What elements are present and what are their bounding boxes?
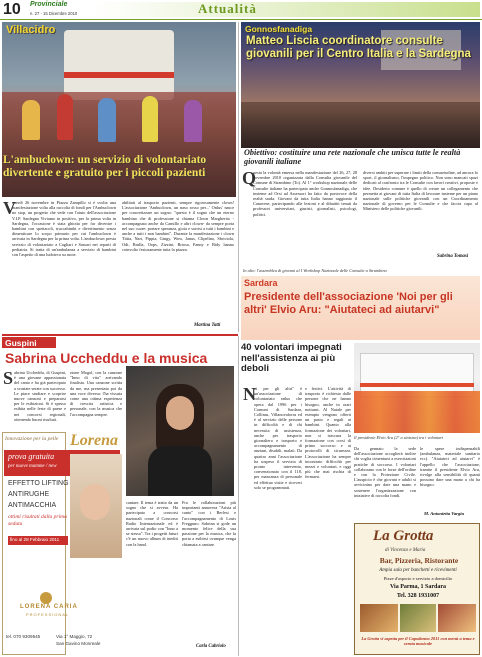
header-rule	[0, 19, 482, 20]
ad-lorena-logo	[40, 592, 52, 604]
sardara-col-4: le spese indispensabili (ambulanza, materiale sanitario ecc). "Aiutateci ad aiutarvi" è l'appello che l'associazione, tramite il presidente Elvio Aru, rivolge alla sensibilità di quanti possono dare una mano a chi ha bisogno.	[420, 446, 480, 488]
sardara-col-3: Da gennaio la sede dell'associazione accoglierà inoltre chi voglia cimentarsi a esercitazioni pratiche di soccorso. I volontari collaborano con le forze dell'ordine e con la Protezione Civile. L'auspicio è che giovani e adulti si avvicinino per dare una mano e sostenere l'organizzazione con iniziative di raccolta fondi.	[354, 446, 416, 498]
guspini-col-1: abrina Uccheddu, di Guspini, è una giovane appassionata del canto e ha già partecipato a svariate serate con successo. Le piace studiare e scoprire nuove canzoni e prepararsi per le esibizioni. Si è spesso esibita nelle feste di paese e nei concorsi regionali, ottenendo buoni risultati.	[14, 370, 66, 422]
page-header	[0, 0, 482, 22]
singer-body	[148, 446, 212, 496]
gonnos-col-1: uesta la volontà emersa nella manifestazione del 26, 27, 28 novembre 2010 organizzata dalla Consulta giovanile del Comune di Strambino (To). Al 1° workshop nazionale delle Consulte italiane ha partecipato anche Gonnosfanadiga, che insieme ad Orsi ad Assessori ha fatto da portavoce della realtà sarda. Giovani da tutta Italia hanno raggiunto il Canavese, partecipando alle lezioni e al dibattiti tenuti da professori universitari, giuristi, giornalisti, psicologi, politici.	[253, 170, 357, 217]
ad-lorena-city: San Gavino Monreale	[56, 641, 101, 646]
guspini-author: Carla Cabriolo	[196, 644, 226, 649]
clown-2	[57, 94, 73, 140]
header-bar	[92, 2, 480, 17]
column-divider	[238, 22, 239, 332]
sardara-caption: Il presidente Elvio Aru (2° a sinistra) tra i volontari	[354, 435, 444, 440]
gonnos-author: Sabrina Tomasi	[437, 254, 469, 259]
ad-lorena-promo-sub: per nuove mamme / new	[8, 464, 57, 469]
villacidro-col-2: abilitati al trasporto pazienti, sempre rigorosamente clown! L'associazione 'Ambuclown, un naso rosso per...' Onlus' nasce per concretizzare un sogno: "questo è il sogno che un eterno bambino che di professione si chiama Clown Margherito -accompagnato anche da Camillo e altri clown- da sempre porta nel suo cuore: portare speranza, gioia e sorrisi a tutti i bambini e anche a tutti i non bambini". Durante la manifestazione i clown Tittia, Nari, Pippia, Gingy, Wow, Janus, Clipelino, Sbriciola, Odi, Brulla, Oops, Zizzini, Briosa, Fanny e Bidy hanno coinvolto festosamente tutta la piazza.	[122, 200, 234, 252]
ad-lorena-brand: LORENA CARIA	[20, 604, 78, 610]
sardara-col-2: e festivi. L'attività di trasporto è richiesta dalle persone che ne hanno bisogno, anche in orari notturni. Al Natale per esempio vengono offerti un pasto e regali ai bambini. Quanto alla formazione dei volontari, non si trascura la formazione con corsi di primo soccorso e ai protocolli di sicurezza. L'associazione ha sempre incontrato difficoltà per mezzi e volontari, e oggi più che mai rischia di fermarsi.	[305, 386, 351, 480]
audience-shape	[241, 102, 480, 148]
page-number: 10	[3, 1, 21, 18]
gonnos-col-2: diversi ambiti per superare i limiti della consuetudine, ad ancora lo sport, il giornalismo, l'impegno politico. Non sono mancati spazi dedicati al confronto tra le Consulte con lavori creativi, proposte e idee. Desiderio comune è quello di creare un collegamento che permetta ai giovani di tutta Italia di lavorare insieme per un piano nazionale sulle politiche giovanili con un Coordinamento nazionale di governo per le Consulte e che faccia capo al Ministero delle politiche giovanili.	[363, 170, 478, 212]
villacidro-col-1: enerdì 26 novembre in Piazza Zampillo si è svolta una manifestazione volta alla raccolta di fondi per l'Ambuclown no stop, un progetto che vede con l'aiuto dell'associazione V.I.P. Sardegna Viviamo in positivo, per la prima volta in Sardegna, l'occasione è stata ghiotta per far divertire i bambini con spettacoli, truccabimbi e divertimento senza dimenticare lo scopo primario per cui l'ambuclown è arrivata in Sardegna per la prima volta. L'ambuclown presta servizio di volontariato a Cagliari e Sassari nei reparti di pediatria. Si tratta di un'ambulanza a servizio di bambini con l'aspetto di una ludoteca su ruote.	[12, 200, 116, 258]
ad-grotta-photo-2	[400, 604, 436, 632]
sardara-author: M. Antonietta Vargiu	[424, 511, 465, 516]
column-divider	[238, 336, 239, 656]
ad-lorena-name: Lorena	[70, 432, 118, 449]
clown-1	[22, 100, 40, 140]
section-title: Attualità	[198, 1, 257, 16]
villacidro-author: Martina Tatti	[194, 323, 221, 328]
guspini-kicker: Guspini	[5, 338, 37, 348]
ad-grotta-name: La Grotta	[373, 528, 434, 544]
sardara-title: Presidente dell'associazione 'Noi per gli altri' Elvio Aru: "Aiutateci ad aiutarvi"	[244, 291, 453, 316]
ad-lorena-results: ottimi risultati dalla prima seduta	[8, 514, 67, 527]
issue-info: n. 27 - 15 Dicembre 2010	[30, 11, 78, 16]
ambulance-shape	[64, 30, 174, 100]
ad-grotta-extra: Pizze d'asporto e servizio a domicilio	[383, 576, 453, 581]
drop-cap: S	[3, 368, 14, 388]
gonnos-body	[241, 170, 480, 266]
ad-grotta-offer: Ampia sala per banchetti e ricevimenti	[379, 568, 457, 573]
gonnos-kicker: Gonnosfanadiga	[245, 24, 313, 34]
ad-lorena-script: Innovazione per la pelle	[5, 436, 59, 442]
clown-4	[142, 96, 158, 142]
villacidro-title: L'ambuclown: un servizio di volontariato divertente e gratuito per i piccoli pazienti	[3, 154, 207, 179]
ad-lorena-address: Via 1° Maggio, 72	[56, 634, 93, 639]
ad-grotta-address: Via Parma, 1 Sardara	[389, 584, 447, 590]
volunteers-photo	[354, 343, 480, 433]
ambulance-stripe	[64, 72, 174, 78]
ad-lorena-item-2: ANTIRUGHE	[8, 491, 50, 498]
singer-photo	[126, 366, 234, 496]
guspini-col-2: zione Mogol, con la canzone "Inno di vita" arrivando finalista. Una canzone scritta da me, ma presentata poi da una voce diversa: l'ha vissuta come una ottima esperienza di crescita artistica e personale, con la musica che l'accompagna sempre.	[70, 370, 122, 417]
guspini-col-4: Fra le collaborazioni più importanti annovera "Arista al canto" con i Berlesi e l'accompagnamento di Louis Fregguno. Sabrina si gode un momento felice della sua passione per la musica, che la porta a esibirsi ovunque venga chiamata a cantare.	[182, 500, 236, 547]
guspini-title: Sabrina Uccheddu e la musica	[5, 350, 208, 366]
drop-cap: Q	[242, 168, 257, 188]
model-face	[80, 484, 110, 520]
ad-grotta-photo-1	[360, 604, 398, 632]
ad-lorena-model-photo	[70, 454, 122, 558]
gonnos-caption: In alto: l'assemblea di giovani al I Workshop Nazionale delle Consulte a Strambino	[243, 268, 387, 273]
gonnos-subtitle: Obiettivo: costituire una rete nazionale che unisca tutte le realtà giovanili italiane	[244, 148, 461, 166]
ad-grotta-promo: La Grotta vi aspetta per il Capodanno 2011 con menù a tema e serata musicale	[361, 636, 475, 647]
clown-5	[184, 100, 202, 142]
villacidro-kicker: Villacidro	[6, 24, 56, 36]
drop-cap: N	[243, 384, 256, 404]
ad-grotta-phone[interactable]: Tel. 328 1931007	[396, 593, 440, 599]
clown-3	[98, 98, 116, 142]
ad-grotta-owners: di Vincenzo e Maria	[385, 548, 426, 553]
gonnos-title: Matteo Liscia coordinatore consulte giovanili per il Centro Italia e la Sardegna	[246, 35, 471, 60]
ambulance-stripe	[360, 383, 474, 387]
ad-lorena-item-3: ANTIMACCHIA	[8, 502, 57, 509]
drop-cap: V	[3, 198, 16, 218]
ad-lorena-promo-title: prova gratuita	[8, 452, 55, 461]
sardara-col-1: oi per gli altri" è un'associazione di volontariato onlus che opera dal 1996 per i Comuni di Sardara, Collinas, Villanovaforru ed è al servizio delle persone in difficoltà e di chi necessita di assistenza, anche per trasporto giornaliero e trasporto e accompagnamento di anziani, disabili, malati. Da quattro anni l'associazione ha sospeso il servizio di pronto intervento, convenzionato con il 118, per mancanza di personale ed effettua visite e ricoveri solo se programmati.	[254, 386, 302, 490]
villacidro-body	[2, 200, 236, 332]
ad-lorena-phone[interactable]: tel. 070 9309545	[6, 634, 41, 639]
sardara-side-title: 40 volontari impegnati nell'assistenza ai più deboli	[241, 342, 342, 374]
ad-grotta-photo-3	[438, 604, 476, 632]
sardara-kicker: Sardara	[244, 278, 278, 288]
ad-lorena-deadline: fino al 28 Febbraio 2011	[10, 537, 60, 542]
ad-lorena-brand-sub: PROFESSIONAL	[26, 612, 70, 617]
ad-lorena-item-1: EFFETTO LIFTING	[8, 480, 69, 487]
ad-la-grotta[interactable]	[354, 523, 480, 655]
guspini-col-3: cantare. Il tema è tratto da un sogno che si avvera. Ha partecipato a concorsi nazionali come il Concorso Radio Internazionale ed è arrivata sul podio con "Inno a se stessa". Tra i progetti futuri c'è un nuovo album di inediti con la band.	[126, 500, 178, 547]
logo-brand: Provinciale	[30, 1, 68, 8]
sardara-header-box	[241, 276, 480, 340]
singer-face	[166, 396, 194, 430]
volunteer-group	[354, 391, 480, 433]
ad-grotta-type: Bar, Pizzeria, Ristorante	[379, 556, 459, 565]
guspini-rule	[2, 334, 238, 336]
